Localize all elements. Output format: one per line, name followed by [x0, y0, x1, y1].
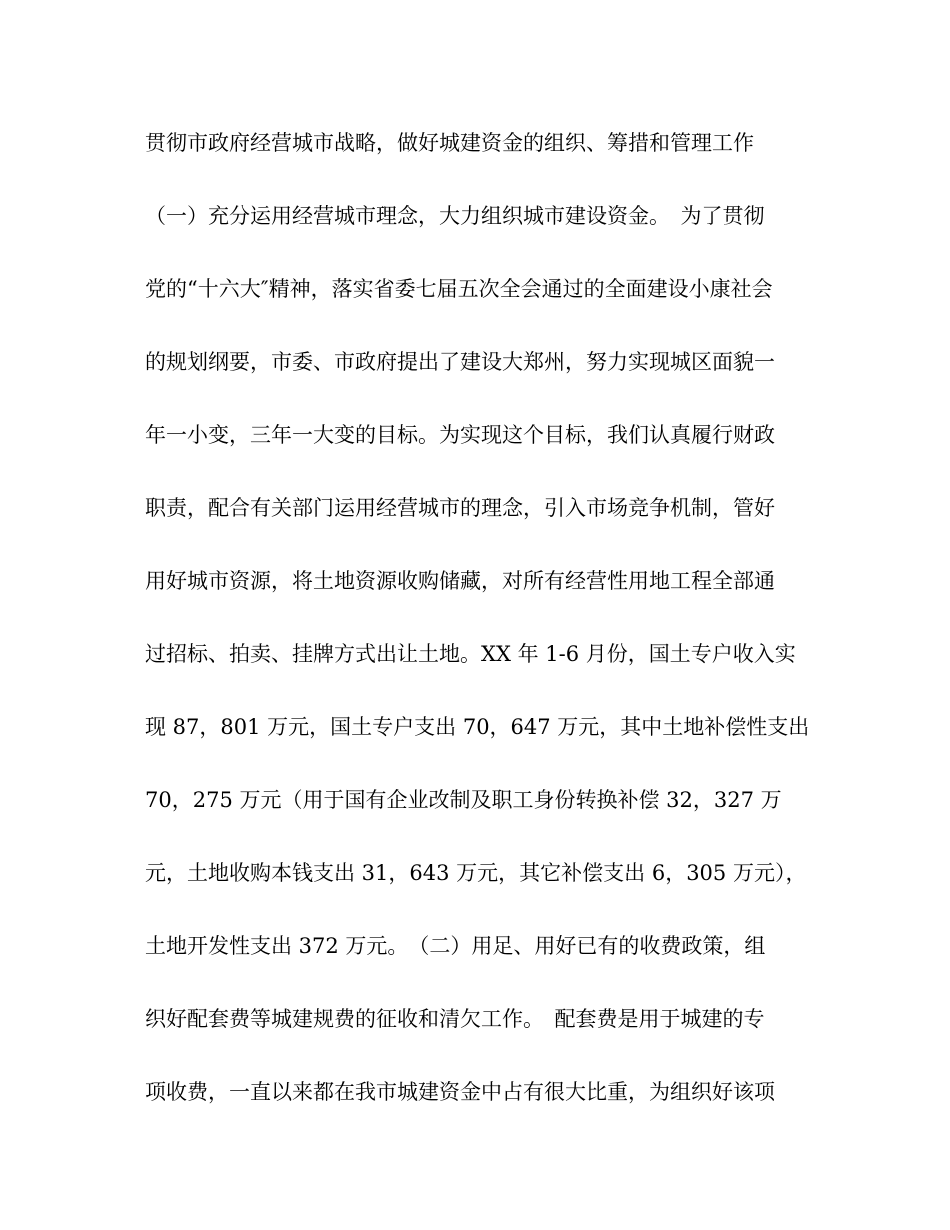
- paragraph-line-10: 70，275 万元（用于国有企业改制及职工身份转换补偿 32，327 万: [145, 788, 782, 812]
- paragraph-line-9: 现 87，801 万元，国土专户支出 70，647 万元，其中土地补偿性支出: [145, 715, 810, 739]
- paragraph-line-13: 织好配套费等城建规费的征收和清欠工作。 配套费是用于城建的专: [145, 1007, 765, 1031]
- paragraph-line-1: 贯彻市政府经营城市战略，做好城建资金的组织、筹措和管理工作: [145, 131, 754, 155]
- paragraph-line-8: 过招标、拍卖、挂牌方式出让土地。XX 年 1-6 月份，国土专户收入实: [145, 642, 796, 666]
- paragraph-line-12: 土地开发性支出 372 万元。 （二）用足、用好已有的收费政策，组: [145, 934, 766, 958]
- paragraph-line-11: 元，土地收购本钱支出 31，643 万元，其它补偿支出 6，305 万元），: [145, 861, 807, 885]
- paragraph-line-7: 用好城市资源，将土地资源收购储藏，对所有经营性用地工程全部通: [145, 569, 775, 593]
- paragraph-line-2: （一）充分运用经营城市理念，大力组织城市建设资金。 为了贯彻: [145, 204, 765, 228]
- paragraph-line-5: 年一小变，三年一大变的目标。为实现这个目标，我们认真履行财政: [145, 423, 775, 447]
- paragraph-line-3: 党的“十六大″精神，落实省委七届五次全会通过的全面建设小康社会: [145, 277, 773, 301]
- paragraph-line-4: 的规划纲要，市委、市政府提出了建设大郑州，努力实现城区面貌一: [145, 350, 775, 374]
- paragraph-line-6: 职责，配合有关部门运用经营城市的理念，引入市场竞争机制，管好: [145, 496, 775, 520]
- paragraph-line-14: 项收费，一直以来都在我市城建资金中占有很大比重，为组织好该项: [145, 1080, 775, 1104]
